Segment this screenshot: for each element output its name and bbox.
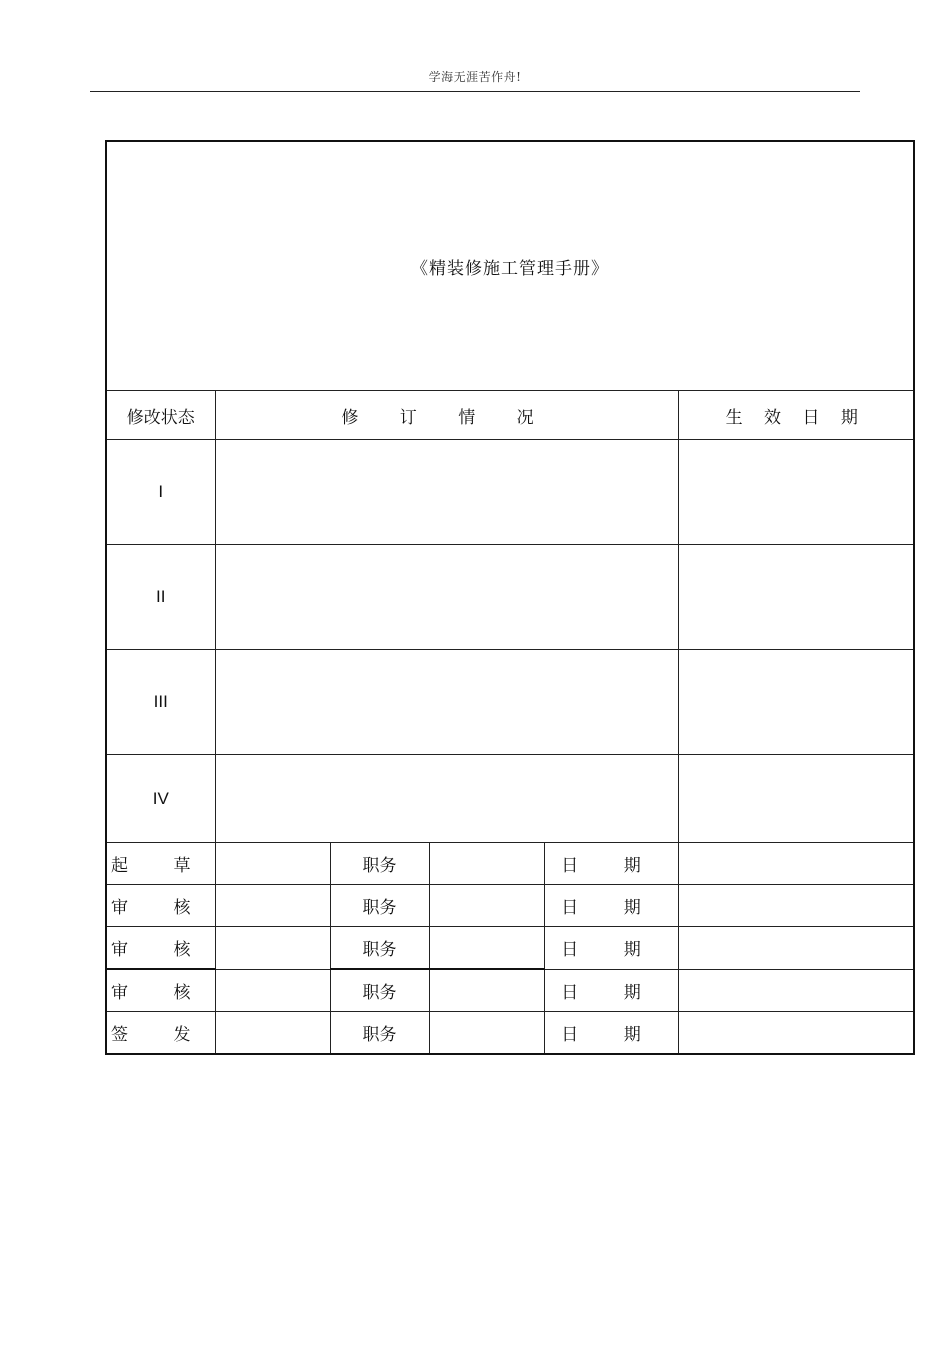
revision-status-cell: II	[106, 545, 215, 650]
signoff-date-field[interactable]	[678, 843, 914, 885]
page-header-text: 学海无涯苦作舟!	[428, 70, 522, 84]
signoff-name-field[interactable]	[215, 843, 330, 885]
revision-status-cell: III	[106, 650, 215, 755]
revision-date-field[interactable]	[678, 545, 914, 650]
date-label: 日 期	[544, 969, 678, 1012]
revision-row	[106, 440, 914, 545]
signoff-name-field[interactable]	[215, 885, 330, 927]
revision-detail-field[interactable]	[215, 755, 678, 843]
revision-row	[106, 755, 914, 843]
position-label: 职务	[330, 885, 429, 927]
signoff-role-label: 审 核	[106, 927, 215, 970]
revision-status-cell: I	[106, 440, 215, 545]
signoff-name-field[interactable]	[215, 969, 330, 1012]
date-label: 日 期	[544, 927, 678, 970]
position-label: 职务	[330, 927, 429, 970]
signoff-row	[106, 969, 914, 1012]
manual-cover-form	[105, 140, 915, 1055]
date-label: 日 期	[544, 1012, 678, 1055]
signoff-date-field[interactable]	[678, 885, 914, 927]
document-title: 《精装修施工管理手册》	[106, 141, 914, 391]
position-field[interactable]	[429, 927, 544, 970]
signoff-name-field[interactable]	[215, 927, 330, 970]
signoff-date-field[interactable]	[678, 969, 914, 1012]
signoff-date-field[interactable]	[678, 927, 914, 970]
signoff-role-label: 审 核	[106, 969, 215, 1012]
date-label: 日 期	[544, 843, 678, 885]
signoff-row	[106, 885, 914, 927]
signoff-row	[106, 843, 914, 885]
position-field[interactable]	[429, 969, 544, 1012]
header-status: 修改状态	[106, 391, 215, 440]
signoff-role-label: 审 核	[106, 885, 215, 927]
date-label: 日 期	[544, 885, 678, 927]
revision-detail-field[interactable]	[215, 440, 678, 545]
revision-status-cell: IV	[106, 755, 215, 843]
header-divider	[90, 91, 860, 92]
position-label: 职务	[330, 1012, 429, 1055]
revision-date-field[interactable]	[678, 440, 914, 545]
position-field[interactable]	[429, 885, 544, 927]
revision-row	[106, 545, 914, 650]
revision-date-field[interactable]	[678, 755, 914, 843]
revision-date-field[interactable]	[678, 650, 914, 755]
revision-header-row	[106, 391, 914, 440]
signoff-date-field[interactable]	[678, 1012, 914, 1055]
position-label: 职务	[330, 969, 429, 1012]
position-field[interactable]	[429, 1012, 544, 1055]
signoff-row	[106, 927, 914, 970]
header-effective-date: 生 效 日 期	[678, 391, 914, 440]
revision-detail-field[interactable]	[215, 650, 678, 755]
signoff-role-label: 签 发	[106, 1012, 215, 1055]
signoff-row	[106, 1012, 914, 1055]
position-field[interactable]	[429, 843, 544, 885]
revision-row	[106, 650, 914, 755]
signoff-role-label: 起 草	[106, 843, 215, 885]
position-label: 职务	[330, 843, 429, 885]
header-revision: 修 订 情 况	[215, 391, 678, 440]
signoff-name-field[interactable]	[215, 1012, 330, 1055]
revision-detail-field[interactable]	[215, 545, 678, 650]
